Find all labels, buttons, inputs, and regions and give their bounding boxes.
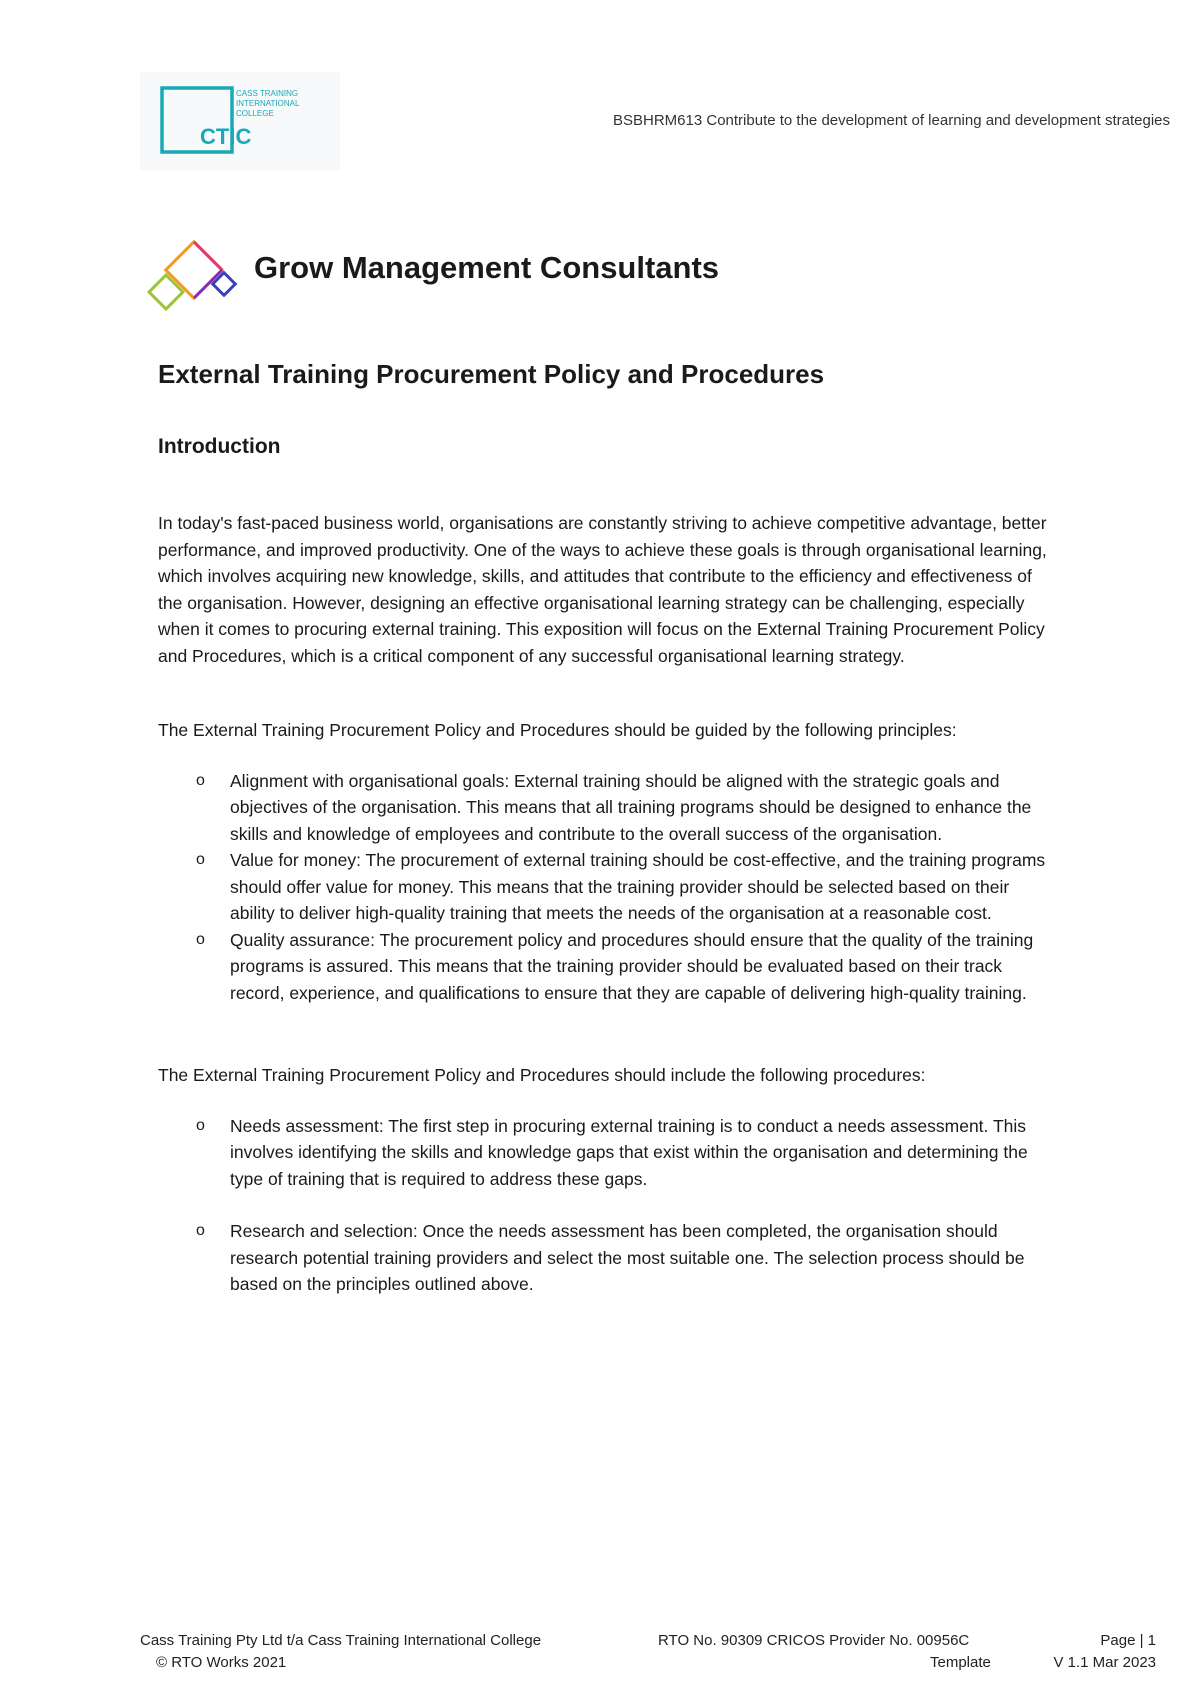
bullet-icon: o <box>196 1116 205 1134</box>
list-item-text: Quality assurance: The procurement policy and procedures should ensure that the quality of the training programs is assured. This means that the training provider should be evaluated based on their track record, experience, and qualifications to ensure that they are capable of delivering high-quality training. <box>230 929 1034 1003</box>
procedures-lead-paragraph: The External Training Procurement Policy and Procedures should include the following procedures: <box>158 1065 926 1085</box>
ctic-logo <box>140 72 340 170</box>
list-item <box>158 927 1058 1007</box>
bullet-icon: o <box>196 1222 205 1239</box>
footer-template: Template <box>930 1654 991 1671</box>
procedures-list <box>158 1113 1058 1298</box>
footer-copyright: © RTO Works 2021 <box>156 1654 287 1671</box>
company-brand <box>146 236 796 312</box>
list-item-text: Research and selection: Once the needs assessment has been completed, the organisation should research potential training providers and select the most suitable one. The selection process should be based on the principles outlined above. <box>230 1221 1025 1294</box>
list-item-text: Alignment with organisational goals: External training should be aligned with the strategic goals and objectives of the organisation. This means that all training programs should be designed to enhance the skills and knowledge of employees and contribute to the overall success of the organisation. <box>230 770 1032 844</box>
page-footer <box>140 1631 1156 1679</box>
company-logo-icon <box>146 236 246 312</box>
ctic-logo-line1: CASS TRAINING <box>236 89 299 98</box>
list-item <box>158 1113 1058 1193</box>
list-item-text: Needs assessment: The first step in procuring external training is to conduct a needs assessment. This involves identifying the skills and knowledge gaps that exist within the organisation and determining the type of training that is required to address these gaps. <box>230 1115 1028 1189</box>
list-item <box>158 768 1058 848</box>
footer-version: V 1.1 Mar 2023 <box>1053 1654 1156 1671</box>
bullet-icon: o <box>196 851 205 868</box>
bullet-icon: o <box>196 771 205 789</box>
principles-list <box>158 768 1058 1007</box>
company-name: Grow Management Consultants <box>254 250 720 285</box>
footer-page-number: Page | 1 <box>1100 1632 1156 1649</box>
ctic-logo-graphic <box>140 72 340 170</box>
course-code-header: BSBHRM613 Contribute to the development of learning and development strategies <box>613 112 1170 129</box>
ctic-logo-line2: INTERNATIONAL <box>236 99 300 108</box>
list-item <box>158 847 1058 927</box>
principles-lead-paragraph: The External Training Procurement Policy and Procedures should be guided by the following principles: <box>158 720 957 740</box>
footer-org: Cass Training Pty Ltd t/a Cass Training International College <box>140 1632 542 1649</box>
document-body <box>158 356 1058 1298</box>
section-heading-introduction: Introduction <box>158 435 281 458</box>
ctic-logo-acronym: CTIC <box>200 124 252 149</box>
ctic-logo-line3: COLLEGE <box>236 109 274 118</box>
bullet-icon: o <box>196 930 205 948</box>
intro-paragraph: In today's fast-paced business world, organisations are constantly striving to achieve competitive advantage, better performance, and improved productivity. One of the ways to achieve these goals is through organisational learning, which involves acquiring new knowledge, skills, and attitudes that contribute to the efficiency and effectiveness of the organisation. However, designing an effective organisational learning strategy can be challenging, especially when it comes to procuring external training. This exposition will focus on the External Training Procurement Policy and Procedures, which is a critical component of any successful organisational learning strategy. <box>158 513 1047 666</box>
list-item-text: Value for money: The procurement of external training should be cost-effective, and the training programs should offer value for money. This means that the training provider should be selected based on their ability to deliver high-quality training that meets the needs of the organisation at a reasonable cost. <box>230 850 1046 923</box>
footer-rto: RTO No. 90309 CRICOS Provider No. 00956C <box>658 1632 970 1649</box>
document-title: External Training Procurement Policy and Procedures <box>158 359 825 389</box>
list-item <box>158 1218 1058 1298</box>
